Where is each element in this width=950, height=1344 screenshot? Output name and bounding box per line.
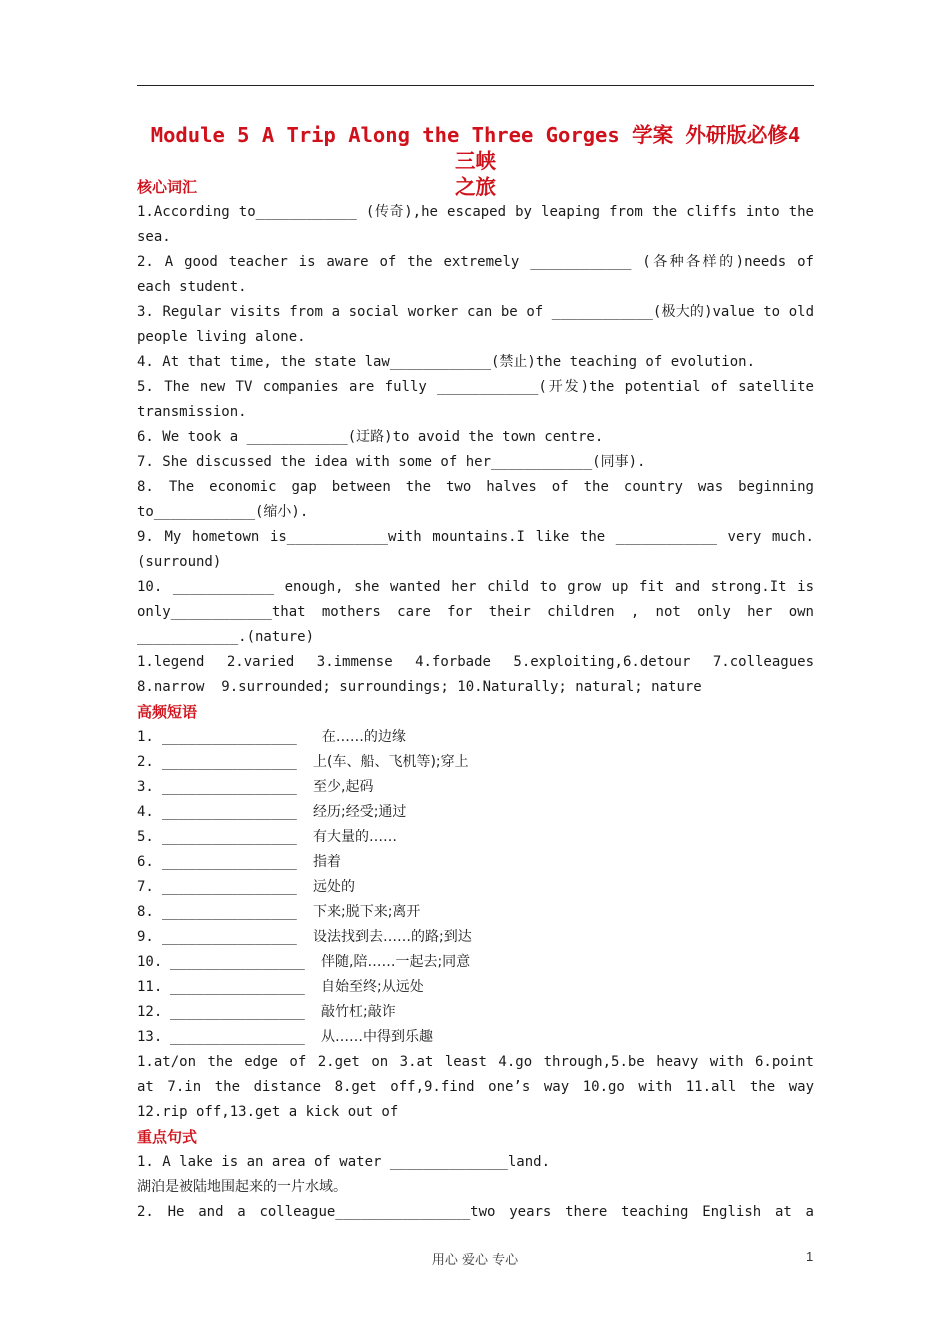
phrase-number: 12.: [137, 1004, 163, 1020]
phrase-answer-line: 12.rip off,13.get a kick out of: [137, 1104, 399, 1120]
phrase-blank: ________________: [162, 754, 297, 770]
phrase-meaning: 远处的: [313, 879, 355, 895]
phrase-item: [137, 825, 814, 850]
page-footer: 用心 爱心 专心: [431, 1253, 519, 1268]
phrase-number: 1.: [137, 729, 154, 745]
phrase-meaning: 敲竹杠;敲诈: [321, 1004, 396, 1020]
document-body: [137, 175, 814, 1225]
phrase-number: 6.: [137, 854, 154, 870]
phrase-blank: ________________: [162, 804, 297, 820]
top-rule: [137, 85, 814, 86]
vocab-line: 1.According to____________ (传奇),he escaped by leaping from the cliffs into the: [137, 204, 814, 220]
phrase-item: [137, 850, 814, 875]
vocab-line: 4. At that time, the state law____________(禁止)the teaching of evolution.: [137, 354, 756, 370]
phrase-blank: ________________: [170, 1029, 305, 1045]
phrase-number: 5.: [137, 829, 154, 845]
phrase-number: 4.: [137, 804, 154, 820]
phrase-meaning: 至少,起码: [313, 779, 374, 795]
phrase-item: [137, 925, 814, 950]
phrase-item: [137, 975, 814, 1000]
phrase-meaning: 设法找到去……的路;到达: [313, 929, 472, 945]
phrase-blank: ________________: [162, 904, 297, 920]
phrase-answer-line: 1.at/on the edge of 2.get on 3.at least 4.go through,5.be heavy with 6.point: [137, 1054, 814, 1070]
vocab-line: 7. She discussed the idea with some of her____________(同事).: [137, 454, 646, 470]
phrase-blank: ________________: [162, 879, 297, 895]
vocab-line: 2. A good teacher is aware of the extremely ____________ (各种各样的)needs of: [137, 254, 814, 270]
phrase-meaning: 在……的边缘: [313, 729, 406, 745]
phrase-blank: ________________: [162, 729, 297, 745]
phrase-blank: ________________: [162, 854, 297, 870]
vocab-line: transmission.: [137, 404, 247, 420]
vocab-line: 6. We took a ____________(迂路)to avoid the town centre.: [137, 429, 604, 445]
vocab-line: 5. The new TV companies are fully ____________(开发)the potential of satellite: [137, 379, 814, 395]
phrase-number: 7.: [137, 879, 154, 895]
phrase-item: [137, 1000, 814, 1025]
title-line-2: 之旅: [455, 175, 496, 199]
vocab-line: to____________(缩小).: [137, 504, 309, 520]
vocab-line: people living alone.: [137, 329, 306, 345]
phrase-number: 3.: [137, 779, 154, 795]
phrase-item: [137, 900, 814, 925]
phrase-meaning: 下来;脱下来;离开: [313, 904, 421, 920]
phrase-meaning: 指着: [313, 854, 341, 870]
phrase-number: 8.: [137, 904, 154, 920]
section-heading-phrases: 高频短语: [137, 703, 198, 721]
phrase-meaning: 上(车、船、飞机等);穿上: [313, 754, 469, 770]
vocab-line: ____________.(nature): [137, 629, 315, 645]
phrase-blank: ________________: [162, 929, 297, 945]
phrase-item: [137, 750, 814, 775]
phrase-number: 10.: [137, 954, 163, 970]
phrase-item: [137, 725, 814, 750]
phrase-blank: ________________: [170, 954, 305, 970]
phrase-blank: ________________: [162, 779, 297, 795]
phrase-meaning: 伴随,陪……一起去;同意: [321, 954, 471, 970]
page-number: 1: [806, 1249, 814, 1264]
vocab-answer-line: 1.legend 2.varied 3.immense 4.forbade 5.exploiting,6.detour 7.colleagues: [137, 654, 814, 670]
vocab-line: 8. The economic gap between the two halves of the country was beginning: [137, 479, 814, 495]
phrase-blank: ________________: [170, 979, 305, 995]
phrase-item: [137, 950, 814, 975]
phrase-item: [137, 1025, 814, 1050]
vocab-line: sea.: [137, 229, 171, 245]
vocab-line: (surround): [137, 554, 222, 570]
vocab-line: 9. My hometown is____________with mountains.I like the ____________ very much.: [137, 529, 814, 545]
vocab-answer-line: 8.narrow 9.surrounded; surroundings; 10.Naturally; natural; nature: [137, 679, 702, 695]
vocab-line: each student.: [137, 279, 247, 295]
section-heading-sentences: 重点句式: [137, 1128, 198, 1146]
phrase-item: [137, 775, 814, 800]
phrase-number: 13.: [137, 1029, 163, 1045]
phrase-meaning: 经历;经受;通过: [313, 804, 407, 820]
phrase-item: [137, 800, 814, 825]
phrase-number: 9.: [137, 929, 154, 945]
sentence-translation: 湖泊是被陆地围起来的一片水域。: [137, 1179, 347, 1195]
sentence-line: 1. A lake is an area of water ______________land.: [137, 1154, 551, 1170]
phrase-meaning: 有大量的……: [313, 829, 397, 845]
sentence-line: 2. He and a colleague________________two years there teaching English at a: [137, 1204, 814, 1220]
phrase-number: 2.: [137, 754, 154, 770]
phrase-meaning: 自始至终;从远处: [321, 979, 424, 995]
phrase-blank: ________________: [162, 829, 297, 845]
phrase-blank: ________________: [170, 1004, 305, 1020]
vocab-line: only____________that mothers care for their children , not only her own: [137, 604, 814, 620]
phrase-number: 11.: [137, 979, 163, 995]
vocab-line: 10. ____________ enough, she wanted her child to grow up fit and strong.It is: [137, 579, 814, 595]
vocab-line: 3. Regular visits from a social worker can be of ____________(极大的)value to old: [137, 304, 814, 320]
phrase-list: [137, 725, 814, 1050]
phrase-answer-line: at 7.in the distance 8.get off,9.find one’s way 10.go with 11.all the way: [137, 1079, 814, 1095]
title-line-1: Module 5 A Trip Along the Three Gorges 学案 外研版必修4 三峡: [150, 123, 813, 173]
phrase-item: [137, 875, 814, 900]
section-heading-vocabulary: 核心词汇: [137, 178, 198, 196]
phrase-meaning: 从……中得到乐趣: [321, 1029, 433, 1045]
